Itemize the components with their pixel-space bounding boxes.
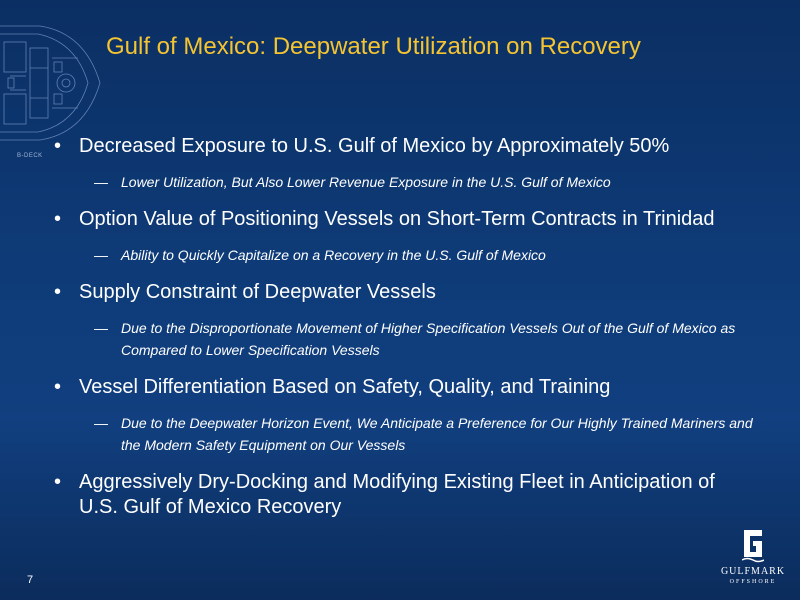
- gulfmark-g-icon: [742, 526, 764, 564]
- bullet-text: Option Value of Positioning Vessels on Short-Term Contracts in Trinidad: [79, 208, 715, 230]
- deck-label: B-DECK: [17, 153, 43, 159]
- bullet-item: [54, 134, 754, 159]
- bullet-marker: •: [54, 471, 62, 493]
- bullet-marker: •: [54, 281, 62, 303]
- company-logo: [718, 526, 788, 592]
- sub-bullet-item: [94, 244, 754, 266]
- bullet-text: Vessel Differentiation Based on Safety, Quality, and Training: [79, 376, 611, 398]
- bullet-marker: •: [54, 135, 62, 157]
- bullet-item: [54, 280, 754, 305]
- sub-bullet-text: Due to the Disproportionate Movement of Higher Specification Vessels Out of the Gulf of Mexico as Compared to Lower Specification Vessels: [121, 320, 736, 358]
- sub-bullet-text: Lower Utilization, But Also Lower Revenue Exposure in the U.S. Gulf of Mexico: [121, 174, 611, 190]
- bullet-marker: •: [54, 208, 62, 230]
- page-number: 7: [27, 574, 34, 586]
- sub-bullet-item: [94, 412, 754, 456]
- sub-bullet-text: Due to the Deepwater Horizon Event, We Anticipate a Preference for Our Highly Trained Mariners and the Modern Safety Equipment on Our Vessels: [121, 415, 753, 453]
- slide-title: Gulf of Mexico: Deepwater Utilization on Recovery: [106, 33, 641, 60]
- sub-bullet-marker: —: [94, 174, 108, 190]
- bullet-item: [54, 375, 754, 400]
- sub-bullet-marker: —: [94, 320, 108, 336]
- logo-subtitle: OFFSHORE: [729, 579, 777, 585]
- logo-name: GULFMARK: [720, 566, 786, 577]
- bullet-marker: •: [54, 376, 62, 398]
- sub-bullet-item: [94, 171, 754, 193]
- bullet-text: Decreased Exposure to U.S. Gulf of Mexico by Approximately 50%: [79, 135, 670, 157]
- bullet-item: [54, 207, 754, 232]
- bullet-item: [54, 470, 754, 520]
- sub-bullet-marker: —: [94, 247, 108, 263]
- bullet-list: [54, 134, 754, 520]
- ship-deck-drawing: [0, 18, 110, 148]
- sub-bullet-text: Ability to Quickly Capitalize on a Recovery in the U.S. Gulf of Mexico: [121, 247, 546, 263]
- bullet-text: Supply Constraint of Deepwater Vessels: [79, 281, 436, 303]
- sub-bullet-marker: —: [94, 415, 108, 431]
- sub-bullet-item: [94, 317, 754, 361]
- bullet-text: Aggressively Dry-Docking and Modifying Existing Fleet in Anticipation of U.S. Gulf of Mexico Recovery: [79, 471, 715, 518]
